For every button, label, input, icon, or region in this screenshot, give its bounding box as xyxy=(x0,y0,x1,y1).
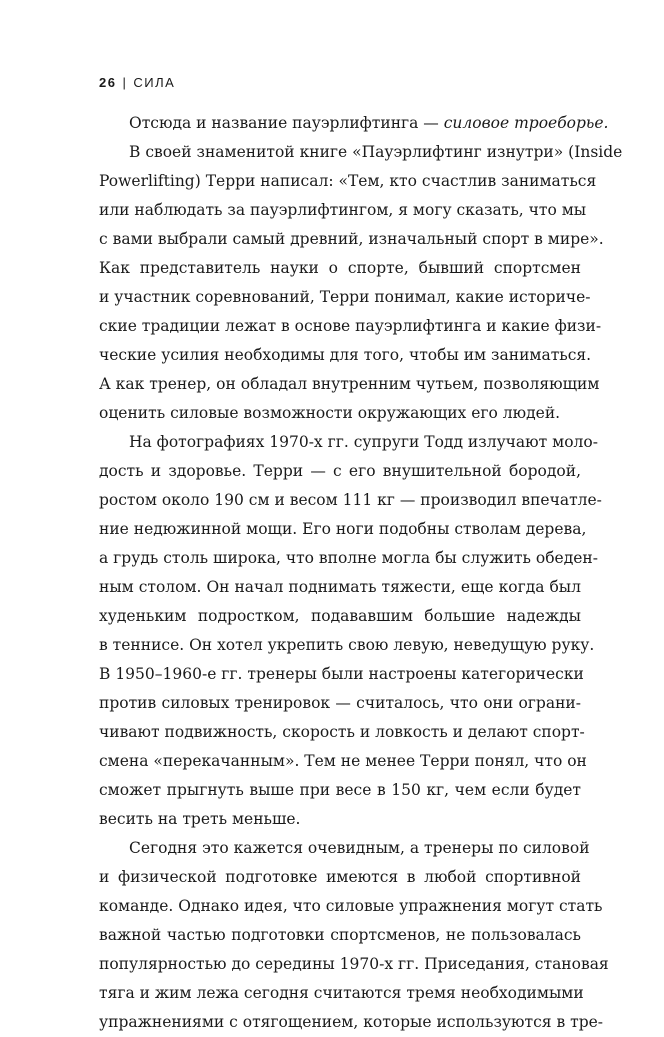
text-line xyxy=(99,689,581,718)
text-line xyxy=(99,254,581,283)
text-line xyxy=(99,370,600,399)
line-text: важной частью подготовки спортсменов, не пользовалась xyxy=(99,926,581,944)
text-line xyxy=(99,718,585,747)
text-line xyxy=(99,950,609,979)
running-header xyxy=(99,75,175,90)
text-line xyxy=(99,892,603,921)
line-text: ние недюжинной мощи. Его ноги подобны стволам дерева, xyxy=(99,520,587,538)
text-line xyxy=(99,341,592,370)
chapter-title: СИЛА xyxy=(133,75,176,90)
line-text: На фотографиях 1970-х гг. супруги Тодд излучают моло- xyxy=(129,433,598,451)
text-line xyxy=(99,1008,604,1037)
text-line xyxy=(99,109,609,138)
line-text: упражнениями с отягощением, которые используются в тре- xyxy=(99,1013,604,1031)
line-text: с вами выбрали самый древний, изначальный спорт в мире». xyxy=(99,230,604,248)
text-line xyxy=(99,631,595,660)
text-line xyxy=(99,312,602,341)
text-line xyxy=(99,863,581,892)
text-line xyxy=(99,544,598,573)
text-line xyxy=(99,167,597,196)
paragraph xyxy=(99,138,623,428)
paragraph xyxy=(99,834,609,1037)
line-text: А как тренер, он обладал внутренним чутьем, позволяющим xyxy=(99,375,600,393)
line-text: чивают подвижность, скорость и ловкость и делают спорт- xyxy=(99,723,585,741)
text-line xyxy=(99,428,598,457)
line-text: весить на треть меньше. xyxy=(99,810,301,828)
text-line xyxy=(99,515,587,544)
line-text: ростом около 190 см и весом 111 кг — производил впечатле- xyxy=(99,491,602,509)
text-line xyxy=(99,776,581,805)
line-text: ские традиции лежат в основе пауэрлифтинга и какие физи- xyxy=(99,317,602,335)
line-text: популярностью до середины 1970-х гг. Приседания, становая xyxy=(99,955,609,973)
text-line xyxy=(99,196,587,225)
text-line xyxy=(99,457,581,486)
line-text: В 1950–1960-е гг. тренеры были настроены категорически xyxy=(99,665,584,683)
text-line xyxy=(99,225,604,254)
line-text: оценить силовые возможности окружающих его людей. xyxy=(99,404,561,422)
line-text: в теннисе. Он хотел укрепить свою левую, неведущую руку. xyxy=(99,636,595,654)
paragraph xyxy=(99,428,602,834)
text-line xyxy=(99,979,584,1008)
line-text: Отсюда и название пауэрлифтинга — xyxy=(129,114,444,132)
line-text: ческие усилия необходимы для того, чтобы им заниматься. xyxy=(99,346,592,364)
line-text: и физической подготовке имеются в любой спортивной xyxy=(99,868,581,886)
text-line xyxy=(99,573,581,602)
text-line xyxy=(99,921,581,950)
text-line xyxy=(99,138,623,167)
body-text xyxy=(99,109,623,1037)
text-line xyxy=(99,805,581,834)
page-number: 26 xyxy=(99,75,117,90)
line-text: дость и здоровье. Терри — с его внушительной бородой, xyxy=(99,462,581,480)
line-text: или наблюдать за пауэрлифтингом, я могу сказать, что мы xyxy=(99,201,587,219)
text-line xyxy=(99,399,581,428)
line-text: команде. Однако идея, что силовые упражнения могут стать xyxy=(99,897,603,915)
paragraph xyxy=(99,109,609,138)
header-separator: | xyxy=(122,75,128,90)
line-text: Как представитель науки о спорте, бывший спортсмен xyxy=(99,259,581,277)
line-text: Powerlifting) Терри написал: «Тем, кто счастлив заниматься xyxy=(99,172,597,190)
line-text: смена «перекачанным». Тем не менее Терри понял, что он xyxy=(99,752,587,770)
line-text: Сегодня это кажется очевидным, а тренеры по силовой xyxy=(129,839,590,857)
line-text: худеньким подростком, подававшим большие надежды xyxy=(99,607,581,625)
text-line xyxy=(99,486,602,515)
text-line xyxy=(99,602,581,631)
line-text: против силовых тренировок — считалось, что они ограни- xyxy=(99,694,581,712)
text-line xyxy=(99,283,591,312)
text-line xyxy=(99,747,587,776)
line-text: В своей знаменитой книге «Пауэрлифтинг изнутри» (Inside xyxy=(129,143,623,161)
line-text: и участник соревнований, Терри понимал, какие историче- xyxy=(99,288,591,306)
line-text: сможет прыгнуть выше при весе в 150 кг, чем если будет xyxy=(99,781,581,799)
line-text: ным столом. Он начал поднимать тяжести, еще когда был xyxy=(99,578,581,596)
line-text: а грудь столь широка, что вполне могла бы служить обеден- xyxy=(99,549,598,567)
text-line xyxy=(99,834,590,863)
text-line xyxy=(99,660,584,689)
italic-term: силовое троеборье. xyxy=(443,114,609,132)
line-text: тяга и жим лежа сегодня считаются тремя необходимыми xyxy=(99,984,584,1002)
